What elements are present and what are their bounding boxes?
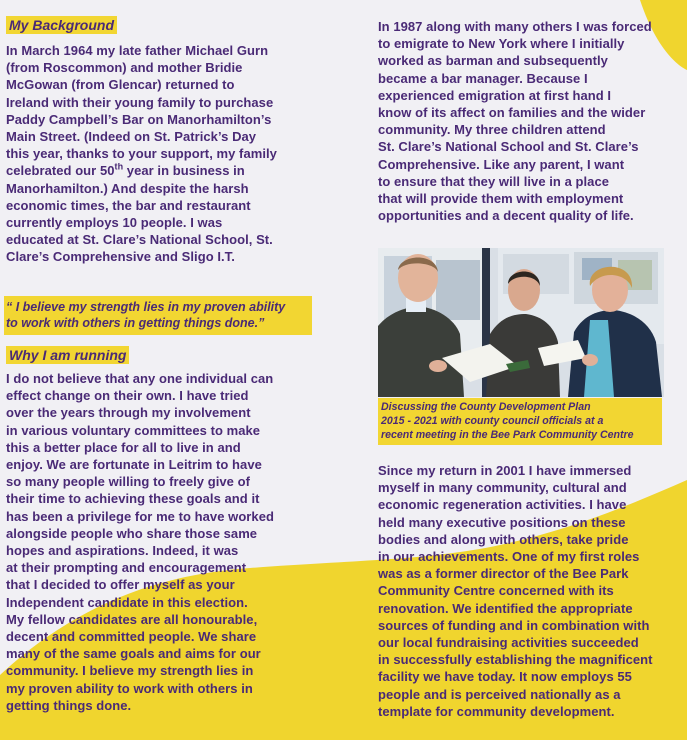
- caption-line: 2015 - 2021 with county council officials at a: [381, 415, 604, 427]
- text-line: economic regeneration activities. I have: [378, 497, 627, 513]
- text-line: enjoy. We are fortunate in Leitrim to have: [6, 457, 262, 473]
- text-line: economic times, the bar and restaurant: [6, 197, 251, 213]
- text-line: facility we have today. It now employs 55: [378, 669, 632, 685]
- text-line: (from Roscommon) and mother Bridie: [6, 60, 243, 76]
- text-line: educated at St. Clare’s National School, St.: [6, 232, 273, 248]
- text-fragment: year in business in: [126, 163, 245, 179]
- text-line: Manorhamilton.) And despite the harsh: [6, 180, 249, 196]
- text-line: Clare’s Comprehensive and Sligo I.T.: [6, 249, 235, 265]
- quote-line: “ I believe my strength lies in my proven ability: [6, 300, 286, 314]
- text-line: bodies and along with others, take pride: [378, 531, 629, 547]
- text-line: renovation. We identified the appropriate: [378, 600, 633, 616]
- community-paragraph: [378, 462, 653, 720]
- text-line: hopes and aspirations. Indeed, it was: [6, 543, 239, 559]
- pull-quote: [4, 296, 312, 335]
- text-line: in our achievements. One of my first roles: [378, 549, 640, 565]
- text-line: many of the same goals and aims for our: [6, 646, 261, 662]
- text-line: so many people willing to freely give of: [6, 474, 250, 490]
- caption-line: Discussing the County Development Plan: [381, 401, 591, 413]
- ordinal-superscript: th: [114, 162, 124, 173]
- background-heading: My Background: [6, 16, 117, 34]
- text-line: to ensure that they will live in a place: [378, 173, 610, 189]
- text-line: community. I believe my strength lies in: [6, 663, 254, 679]
- text-line: myself in many community, cultural and: [378, 480, 627, 496]
- text-line: my proven ability to work with others in: [6, 680, 253, 696]
- text-line: this a better place for all to live in and: [6, 439, 241, 455]
- text-line: alongside people who share those same: [6, 525, 258, 541]
- text-line: that I decided to offer myself as your: [6, 577, 235, 593]
- text-line: over the years through my involvement: [6, 405, 251, 421]
- text-line: opportunities and a decent quality of life.: [378, 208, 634, 224]
- text-line: McGowan (from Glencar) returned to: [6, 77, 235, 93]
- background-paragraph: [6, 42, 277, 266]
- text-line: at their prompting and encouragement: [6, 560, 247, 576]
- text-line: In March 1964 my late father Michael Gurn: [6, 43, 269, 58]
- text-line: decent and committed people. We share: [6, 629, 257, 645]
- text-line: template for community development.: [378, 703, 615, 719]
- text-line: community. My three children attend: [378, 122, 606, 138]
- text-line: sources of funding and in combination with: [378, 617, 650, 633]
- photo-caption: [378, 398, 662, 445]
- meeting-photo-illustration: [378, 248, 664, 397]
- quote-line: to work with others in getting things done.”: [6, 316, 265, 330]
- text-fragment: celebrated our 50: [6, 163, 115, 179]
- text-line: Comprehensive. Like any parent, I want: [378, 156, 625, 172]
- text-line: Ireland with their young family to purchase: [6, 94, 274, 110]
- text-line: St. Clare’s National School and St. Clare’s: [378, 139, 639, 155]
- text-line: experienced emigration at first hand I: [378, 87, 612, 103]
- text-line: I do not believe that any one individual can: [6, 371, 274, 386]
- text-line: was as a former director of the Bee Park: [378, 566, 629, 582]
- text-line: in various voluntary committees to make: [6, 422, 261, 438]
- text-line: Main Street. (Indeed on St. Patrick’s Day: [6, 129, 257, 145]
- caption-line: recent meeting in the Bee Park Community Centre: [381, 429, 634, 441]
- text-line: Community Centre concerned with its: [378, 583, 614, 599]
- text-line: held many executive positions on these: [378, 514, 626, 530]
- why-running-heading: Why I am running: [6, 346, 129, 364]
- text-line: our local fundraising activities succeeded: [378, 635, 639, 651]
- text-line: Paddy Campbell’s Bar on Manorhamilton’s: [6, 111, 272, 127]
- text-line: has been a privilege for me to have worked: [6, 508, 274, 524]
- text-line: their time to achieving these goals and it: [6, 491, 260, 507]
- text-line: people and is perceived nationally as a: [378, 686, 621, 702]
- text-line: worked as barman and subsequently: [378, 53, 608, 69]
- text-line: currently employs 10 people. I was: [6, 215, 223, 231]
- text-line: My fellow candidates are all honourable,: [6, 611, 258, 627]
- emigration-paragraph: [378, 18, 652, 224]
- meeting-photo: [378, 248, 664, 397]
- text-line: that will provide them with employment: [378, 191, 624, 207]
- text-line: getting things done.: [6, 697, 132, 713]
- text-line: In 1987 along with many others I was forced: [378, 19, 652, 34]
- text-line: became a bar manager. Because I: [378, 70, 588, 86]
- text-line: Independent candidate in this election.: [6, 594, 248, 610]
- text-line: know of its affect on families and the wider: [378, 105, 646, 121]
- text-line: to emigrate to New York where I initially: [378, 36, 625, 52]
- text-line-with-superscript: [6, 162, 277, 179]
- text-line: in successfully establishing the magnificent: [378, 652, 653, 668]
- text-line: Since my return in 2001 I have immersed: [378, 463, 632, 478]
- why-running-paragraph: [6, 370, 274, 714]
- text-line: effect change on their own. I have tried: [6, 388, 249, 404]
- text-line: this year, thanks to your support, my family: [6, 146, 277, 162]
